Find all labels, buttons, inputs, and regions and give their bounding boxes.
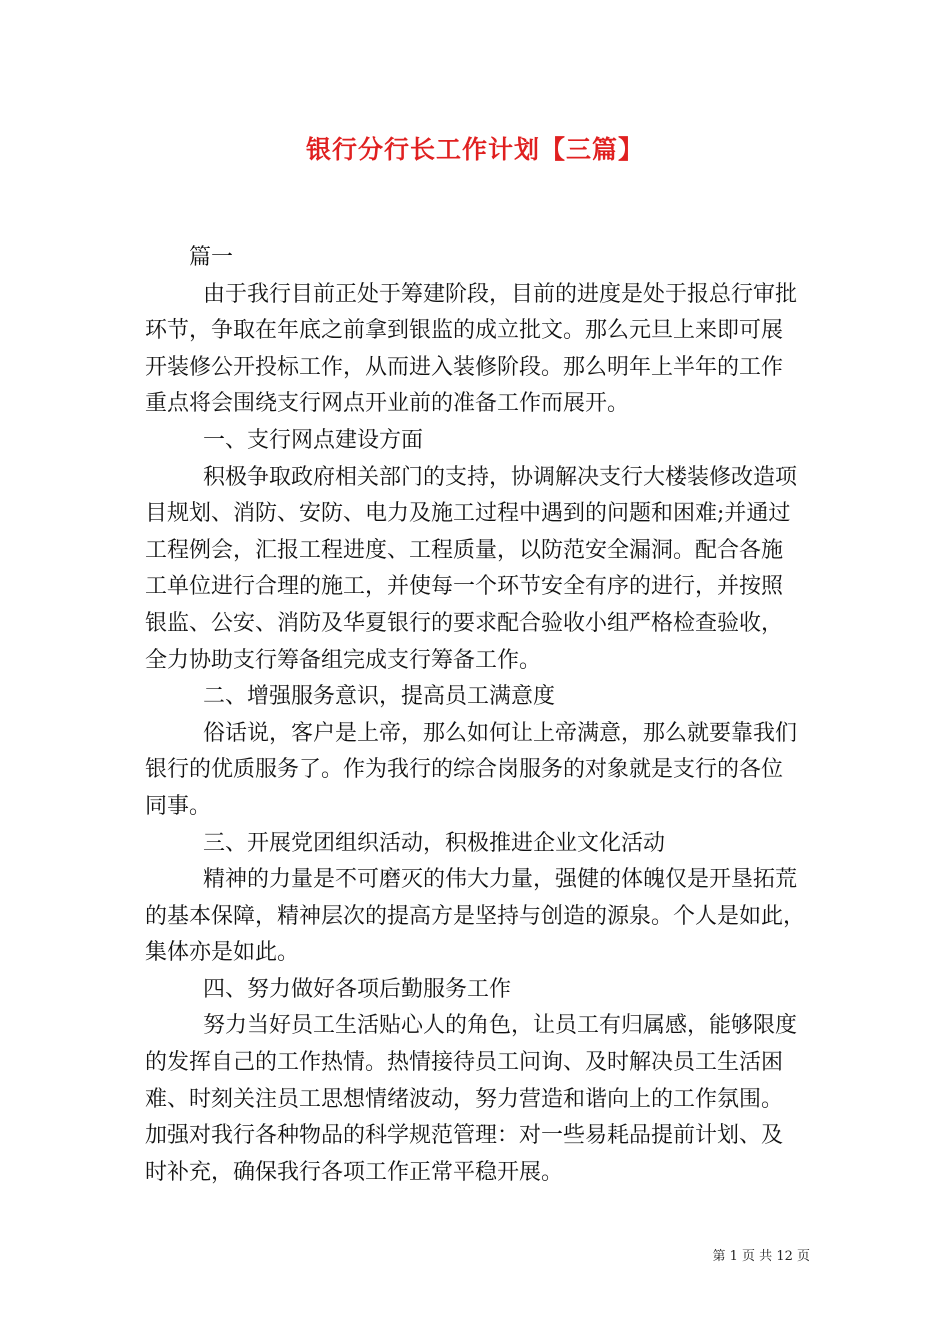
paragraph-line: 俗话说，客户是上帝，那么如何让上帝满意，那么就要靠我们 <box>203 720 798 746</box>
paragraph-line: 的发挥自己的工作热情。热情接待员工问询、及时解决员工生活困 <box>145 1050 784 1076</box>
section-heading: 一、支行网点建设方面 <box>203 427 424 453</box>
section-heading: 四、努力做好各项后勤服务工作 <box>203 976 512 1002</box>
paragraph-line: 的基本保障，精神层次的提高方是坚持与创造的源泉。个人是如此， <box>145 903 806 929</box>
paragraph-line: 工程例会，汇报工程进度、工程质量，以防范安全漏洞。配合各施 <box>145 537 784 563</box>
paragraph-line: 集体亦是如此。 <box>145 940 300 966</box>
section-label: 篇一 <box>189 245 234 270</box>
paragraph-line: 由于我行目前正处于筹建阶段，目前的进度是处于报总行审批 <box>203 281 798 307</box>
paragraph <box>145 862 810 972</box>
paragraph-line: 努力当好员工生活贴心人的角色，让员工有归属感，能够限度 <box>203 1013 798 1039</box>
paragraph <box>145 716 810 826</box>
paragraph <box>145 1008 810 1191</box>
paragraph <box>145 277 810 423</box>
document-body <box>145 240 810 1191</box>
paragraph-line: 积极争取政府相关部门的支持，协调解决支行大楼装修改造项 <box>203 464 798 490</box>
paragraph-line: 环节，争取在年底之前拿到银监的成立批文。那么元旦上来即可展 <box>145 318 784 344</box>
paragraph-line: 银监、公安、消防及华夏银行的要求配合验收小组严格检查验收， <box>145 610 784 636</box>
document-title: 银行分行长工作计划【三篇】 <box>305 135 644 164</box>
paragraph-line: 目规划、消防、安防、电力及施工过程中遇到的问题和困难;并通过 <box>145 501 791 527</box>
paragraph-line: 工单位进行合理的施工，并使每一个环节安全有序的进行，并按照 <box>145 574 784 600</box>
paragraph-line: 难、时刻关注员工思想情绪波动，努力营造和谐向上的工作氛围。 <box>145 1086 784 1112</box>
paragraph-line: 重点将会围绕支行网点开业前的准备工作而展开。 <box>145 391 630 417</box>
paragraph-line: 加强对我行各种物品的科学规范管理：对一些易耗品提前计划、及 <box>145 1123 784 1149</box>
paragraph-line: 时补充，确保我行各项工作正常平稳开展。 <box>145 1159 564 1185</box>
page-number: 第 1 页 共 12 页 <box>712 1249 810 1264</box>
paragraph-line: 全力协助支行筹备组完成支行筹备工作。 <box>145 647 542 673</box>
paragraph-line: 银行的优质服务了。作为我行的综合岗服务的对象就是支行的各位 <box>145 757 784 783</box>
paragraph-line: 精神的力量是不可磨灭的伟大力量，强健的体魄仅是开垦拓荒 <box>203 867 798 893</box>
section-heading: 二、增强服务意识，提高员工满意度 <box>203 684 556 710</box>
paragraph-line: 同事。 <box>145 793 212 819</box>
paragraph <box>145 460 810 680</box>
paragraph-line: 开装修公开投标工作，从而进入装修阶段。那么明年上半年的工作 <box>145 354 784 380</box>
section-heading: 三、开展党团组织活动，积极推进企业文化活动 <box>203 830 666 856</box>
